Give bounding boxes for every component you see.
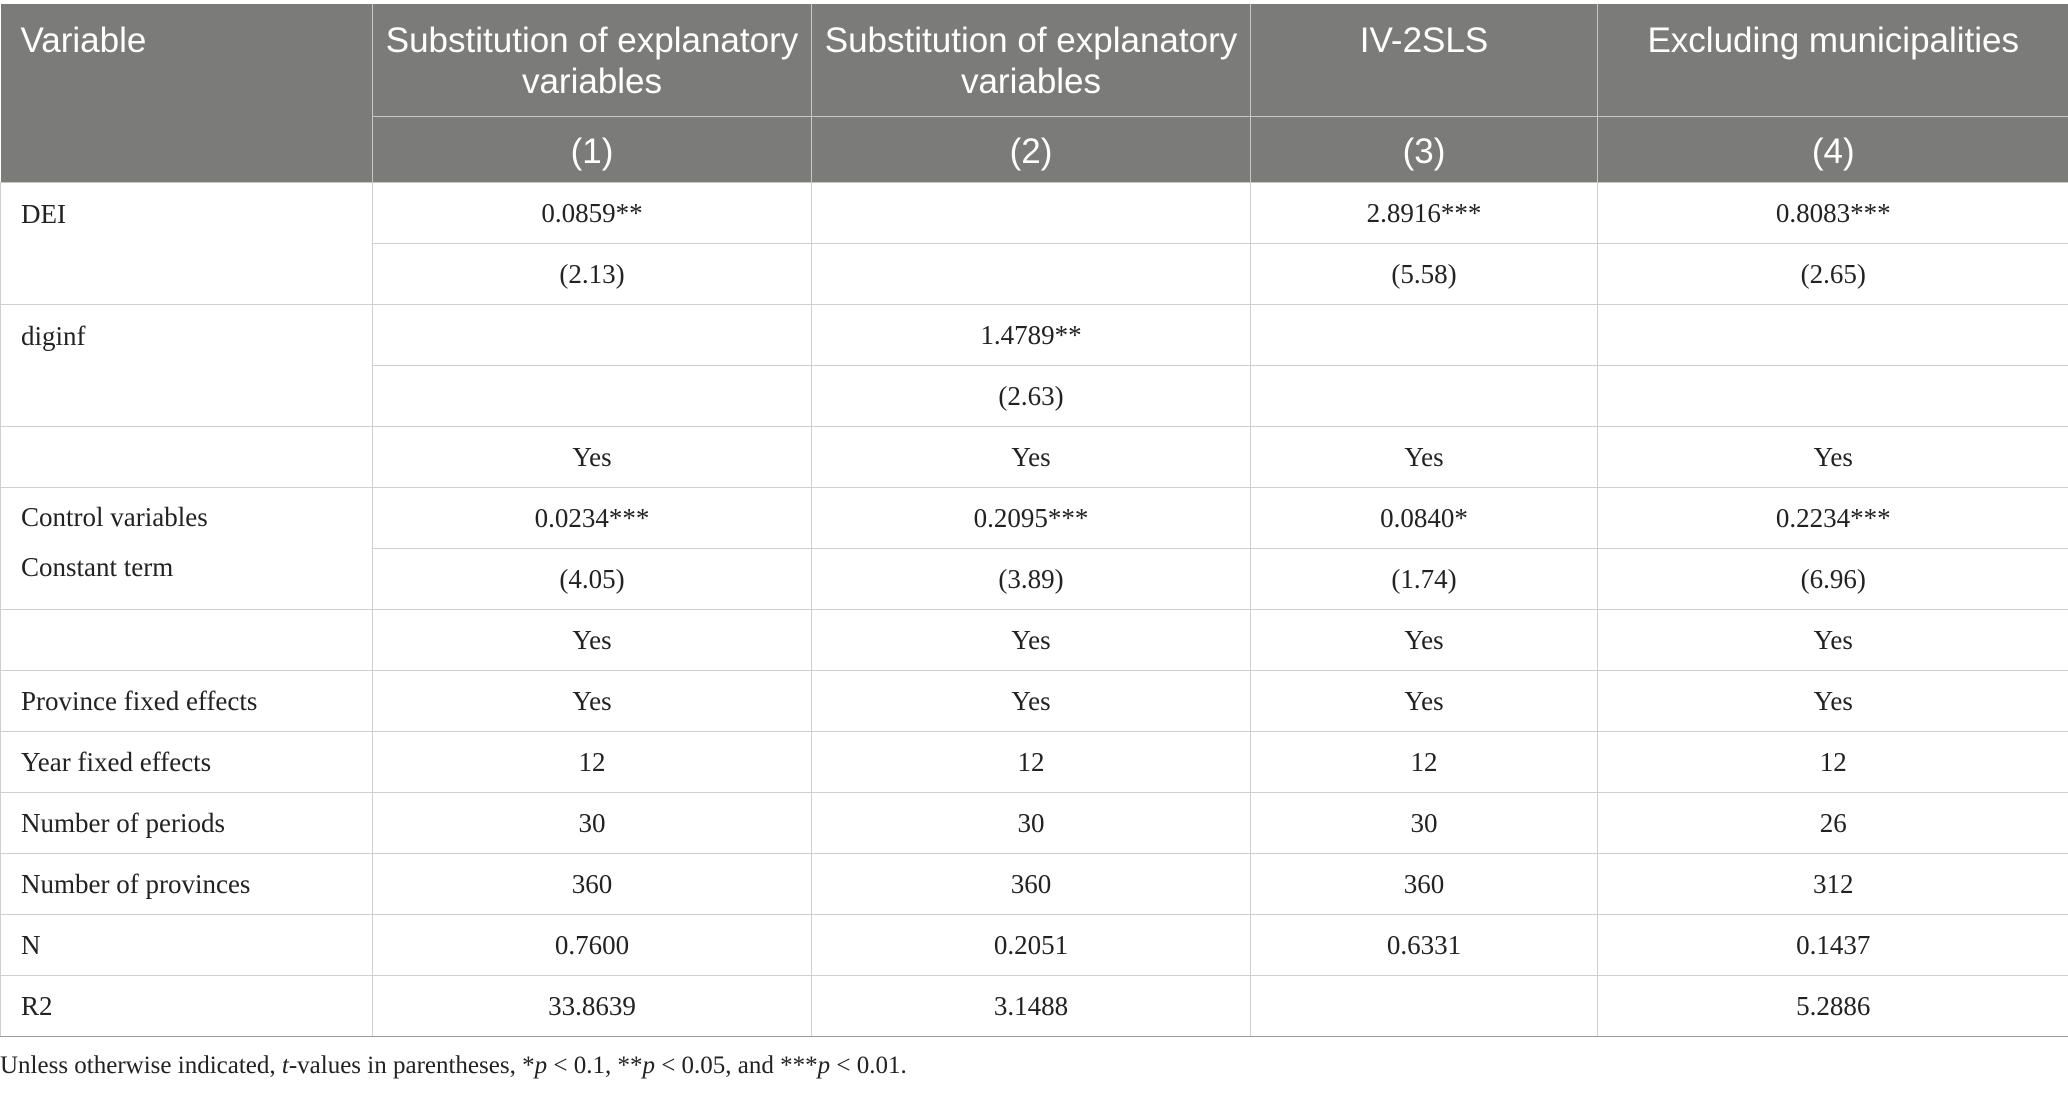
regression-table bbox=[0, 4, 2068, 1037]
cell: 360 bbox=[1251, 854, 1598, 915]
footnote-t-italic: t bbox=[281, 1052, 289, 1079]
cell: (4.05) bbox=[373, 549, 812, 610]
cell: Yes bbox=[812, 427, 1251, 488]
table-body bbox=[1, 183, 2068, 1037]
cell: Yes bbox=[1598, 427, 2068, 488]
cell: 33.8639 bbox=[373, 976, 812, 1037]
header-col4-num: (4) bbox=[1598, 117, 2068, 183]
header-col2-num: (2) bbox=[812, 117, 1251, 183]
cell: 360 bbox=[373, 854, 812, 915]
table-row bbox=[1, 793, 2068, 854]
cell: 5.2886 bbox=[1598, 976, 2068, 1037]
cell: 26 bbox=[1598, 793, 2068, 854]
cell bbox=[1598, 305, 2068, 366]
table-row bbox=[1, 671, 2068, 732]
cell: (2.65) bbox=[1598, 244, 2068, 305]
row-label-empty bbox=[1, 610, 373, 671]
cell: Yes bbox=[1598, 671, 2068, 732]
header-col1-num: (1) bbox=[373, 117, 812, 183]
cell: Yes bbox=[812, 610, 1251, 671]
header-col2-title: Substitution of explanatory variables bbox=[812, 4, 1251, 117]
header-col1-title: Substitution of explanatory variables bbox=[373, 4, 812, 117]
cell: Yes bbox=[1598, 610, 2068, 671]
row-label-constant-term: Constant term bbox=[21, 552, 174, 582]
table-row bbox=[1, 183, 2068, 244]
cell: 1.4789** bbox=[812, 305, 1251, 366]
cell: 0.2051 bbox=[812, 915, 1251, 976]
row-label-empty bbox=[1, 427, 373, 488]
cell: 0.2234*** bbox=[1598, 488, 2068, 549]
table-header bbox=[1, 4, 2068, 183]
table-row bbox=[1, 305, 2068, 366]
footnote-text: -values in parentheses, * bbox=[288, 1052, 535, 1079]
row-label-year: Year fixed effects bbox=[1, 732, 373, 793]
row-label-control-variables: Control variables bbox=[21, 502, 208, 532]
cell: Yes bbox=[1251, 427, 1598, 488]
cell: 0.6331 bbox=[1251, 915, 1598, 976]
row-label-province: Province fixed effects bbox=[1, 671, 373, 732]
cell bbox=[1598, 366, 2068, 427]
cell: (2.63) bbox=[812, 366, 1251, 427]
table-row bbox=[1, 854, 2068, 915]
cell: (2.13) bbox=[373, 244, 812, 305]
cell: 0.8083*** bbox=[1598, 183, 2068, 244]
footnote-text: < 0.1, ** bbox=[547, 1052, 643, 1079]
row-label-control bbox=[1, 488, 373, 610]
header-variable: Variable bbox=[1, 4, 373, 183]
cell: Yes bbox=[1251, 610, 1598, 671]
table-footnote bbox=[0, 1052, 907, 1080]
cell bbox=[373, 366, 812, 427]
footnote-p-italic: p bbox=[642, 1052, 655, 1079]
cell: 12 bbox=[373, 732, 812, 793]
cell: Yes bbox=[373, 671, 812, 732]
footnote-text: Unless otherwise indicated, bbox=[0, 1052, 282, 1079]
cell: 30 bbox=[373, 793, 812, 854]
cell: (6.96) bbox=[1598, 549, 2068, 610]
cell bbox=[812, 183, 1251, 244]
header-col3-num: (3) bbox=[1251, 117, 1598, 183]
footnote-p-italic: p bbox=[534, 1052, 548, 1079]
header-col4-title: Excluding municipalities bbox=[1598, 4, 2068, 117]
row-label-n: N bbox=[1, 915, 373, 976]
cell: 3.1488 bbox=[812, 976, 1251, 1037]
cell: 12 bbox=[1598, 732, 2068, 793]
header-col3-title: IV-2SLS bbox=[1251, 4, 1598, 117]
cell: 30 bbox=[1251, 793, 1598, 854]
cell bbox=[1251, 305, 1598, 366]
footnote-p-italic: p bbox=[817, 1052, 831, 1079]
cell: (1.74) bbox=[1251, 549, 1598, 610]
cell: 12 bbox=[812, 732, 1251, 793]
cell: (5.58) bbox=[1251, 244, 1598, 305]
cell: 312 bbox=[1598, 854, 2068, 915]
row-label-provinces: Number of provinces bbox=[1, 854, 373, 915]
table-row bbox=[1, 976, 2068, 1037]
cell bbox=[1251, 976, 1598, 1037]
cell: 0.0234*** bbox=[373, 488, 812, 549]
cell: 2.8916*** bbox=[1251, 183, 1598, 244]
cell: Yes bbox=[373, 427, 812, 488]
cell: 0.0840* bbox=[1251, 488, 1598, 549]
table-row bbox=[1, 427, 2068, 488]
cell: Yes bbox=[812, 671, 1251, 732]
cell: (3.89) bbox=[812, 549, 1251, 610]
cell: 360 bbox=[812, 854, 1251, 915]
footnote-text: < 0.05, and *** bbox=[654, 1052, 818, 1079]
cell bbox=[1251, 366, 1598, 427]
cell: Yes bbox=[373, 610, 812, 671]
row-label-r2: R2 bbox=[1, 976, 373, 1037]
cell: 0.2095*** bbox=[812, 488, 1251, 549]
table-row bbox=[1, 488, 2068, 549]
table-row bbox=[1, 732, 2068, 793]
row-label-dei: DEI bbox=[1, 183, 373, 305]
cell: 30 bbox=[812, 793, 1251, 854]
footnote-text: < 0.01. bbox=[830, 1052, 907, 1079]
row-label-diginf: diginf bbox=[1, 305, 373, 427]
table-row bbox=[1, 610, 2068, 671]
cell: 12 bbox=[1251, 732, 1598, 793]
cell: Yes bbox=[1251, 671, 1598, 732]
cell: 0.0859** bbox=[373, 183, 812, 244]
cell bbox=[373, 305, 812, 366]
table-row bbox=[1, 915, 2068, 976]
cell: 0.1437 bbox=[1598, 915, 2068, 976]
row-label-periods: Number of periods bbox=[1, 793, 373, 854]
cell: 0.7600 bbox=[373, 915, 812, 976]
cell bbox=[812, 244, 1251, 305]
